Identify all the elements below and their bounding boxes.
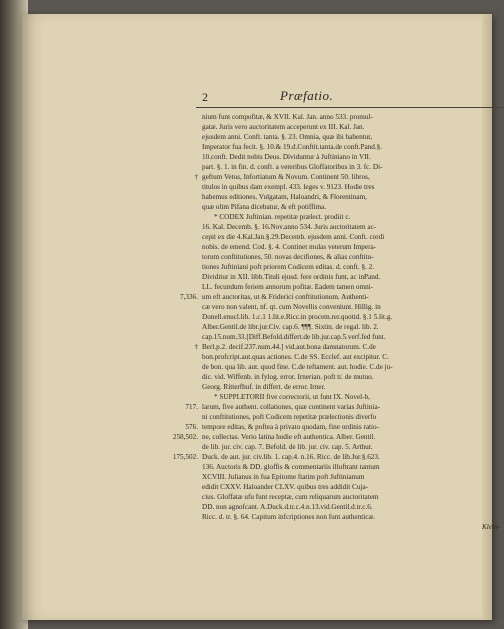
text-line: LL. fecundum feriem annorum pofitæ. Eadem tamen omni- bbox=[202, 283, 374, 291]
text-line: * SUPPLETORII five correctorii, ut funt IX. Novel-b, bbox=[214, 393, 370, 401]
text-line: Alber.Gentil.de libr.jur.Civ. cap.6. ¶¶¶. Sixtin. de regal. lib. 2. bbox=[202, 323, 379, 331]
text-line: titulos in quibus dam exempl. 433. leges v. 9123. Hodie tres bbox=[202, 183, 375, 191]
text-line: quæ olim Pifana dicebatur, & eft potiffima. bbox=[202, 203, 327, 211]
text-line: nobis. de emend. Cod. §. 4. Continet mulas veterum Impera- bbox=[202, 243, 377, 251]
text-line: 136. Auctoris & DD. gloffis & commentariis illuftrant tantum bbox=[202, 463, 380, 471]
text-line: Ricc. d. tr. §. 64. Capitum infcriptiones non funt authenticæ. bbox=[202, 513, 376, 521]
text-line: Imperator fua fecit. §. 10.& 19.d.Conftit.tanta.de conft.Pand.§. bbox=[202, 143, 383, 151]
text-line: ne, collectas. Verio latina hodie eft authentica. Alber. Gentil. bbox=[202, 433, 376, 441]
text-line: tiones Juftiniani poft priorem Codicem editas. d. conft. §. 2. bbox=[202, 263, 375, 271]
page-content bbox=[52, 14, 500, 620]
text-line: gatæ. Juris vero auctoritatem acceperunt ex III. Kal. Jan. bbox=[202, 123, 365, 131]
text-line: Duck. de aut. jur. civ.lib. 1. cap.4. n.16. Ricc. de lib.Jur.§.623. bbox=[202, 453, 380, 461]
text-line: edidit CXXV. Haloander CLXV. quibus tres addidit Cuja- bbox=[202, 483, 369, 491]
margin-mark-dagger-1: † bbox=[194, 173, 198, 181]
text-line: habemus editiones, Vulgatam, Haloandri, & Florentinam, bbox=[202, 193, 367, 201]
running-title: Præfatio. bbox=[280, 88, 334, 103]
margin-mark-num-576: 576. bbox=[185, 423, 198, 431]
margin-mark-num-717: 717. bbox=[185, 403, 198, 411]
margin-mark-num-175502: 175,502. bbox=[172, 453, 198, 461]
text-line: larum, five authent. collationes, quæ continent varias Juftinia- bbox=[202, 403, 381, 411]
text-line: um eft auctoritas, ut & Friderici conftitutionum. Authenti- bbox=[202, 293, 369, 301]
text-line: Dividitur in XII. libb.Tituli ejusd. fere ordinis funt, ac inPand. bbox=[202, 273, 381, 281]
text-line: tempore editas, & poftea à privato quodam, fine ordinis ratio- bbox=[202, 423, 380, 431]
text-line: cepit ex die 4.Kal.Jan.§.29.Decemb. ejusdem anni. Conft. cordi bbox=[202, 233, 385, 241]
text-line: ni conftitutiones, poft Codicem repetitæ prælectionis diverfo bbox=[202, 413, 377, 421]
text-line: part. §. 1. in fin. d. conft. a veteribus Gloffatoribus in 3. fc. Di- bbox=[202, 163, 383, 171]
text-line: cap.15.num.33.[Diff.Befold.differt.de lib.jur.cap.5.verf.fed funt. bbox=[202, 333, 386, 341]
book-page bbox=[22, 14, 500, 620]
text-line: cæ vero non valent, nf. qt. cum Novellis conveniunt. Hillig. in bbox=[202, 303, 381, 311]
margin-mark-num-7336: 7,336. bbox=[180, 293, 198, 301]
text-line: torum conftitutiones, 50. novas decifiones, & alias conftitu- bbox=[202, 253, 374, 261]
text-line: 16. Kal. Decemb. §. 16.Nov.anno 534. Juris auctoritatem ac- bbox=[202, 223, 377, 231]
text-line: ejusdem anni. Conft. tanta. §. 23. Omnia, quæ ibi habentur, bbox=[202, 133, 373, 141]
text-line: de lib. jur. civ. cap. 7. Befold. de lib. jur. civ. cap. 5. Arthur. bbox=[202, 443, 373, 451]
text-line: cius. Gloffatæ ufu funt receptæ, cum reliquarum auctoritatem bbox=[202, 493, 379, 501]
margin-mark-num-258502: 258,502. bbox=[172, 433, 198, 441]
text-line: Berl.p.2. decif.237.num.44.] vid.aut.bona damnatorum. C.de bbox=[202, 343, 376, 351]
text-line: geftum Vetus, Infortiatum & Novum. Continent 50. libros, bbox=[202, 173, 370, 181]
text-line: Donell.enucl.lib. 1.c.1 1.lit.e.Ricc.in procem.rer.quotid. §.1 5.lit.g. bbox=[202, 313, 393, 321]
catchword: Klein- bbox=[482, 523, 500, 531]
page-number: 2 bbox=[202, 90, 208, 104]
header-rule bbox=[196, 107, 504, 108]
text-line: XCVIII. Julianus in fua Epitome ftatim poft Juftinianum bbox=[202, 473, 365, 481]
margin-mark-dagger-2: † bbox=[194, 343, 198, 351]
text-line: Georg. Ritterfhuf. in differt. de error. Irner. bbox=[202, 383, 326, 391]
text-line: bon.profcript.aut.quas actiones. C.de SS. Ecclef. aut excipitur. C. bbox=[202, 353, 389, 361]
text-line: dic. vid. Wiffenb. in fylog. error. Irnerian. poft tr. de mutuo. bbox=[202, 373, 374, 381]
text-line: * CODEX Juftinian. repetitæ prælect. prodiit c. bbox=[214, 213, 351, 221]
text-line: DD. non agnofcant. A.Duck.d.tr.c.4.n.13.vid.Gentil.d.tr.c.6. bbox=[202, 503, 373, 511]
text-line: de bon. qua lib. aut. quod fine. C.de teftament. aut. hodie. C.de ju- bbox=[202, 363, 393, 371]
text-line: nium funt compofitæ, & XVII. Kal. Jan. anno 533. promul- bbox=[202, 113, 373, 121]
text-line: 10.conft. Dedit nobis Deus. Dividuntur à Juftiniano in VII. bbox=[202, 153, 371, 161]
